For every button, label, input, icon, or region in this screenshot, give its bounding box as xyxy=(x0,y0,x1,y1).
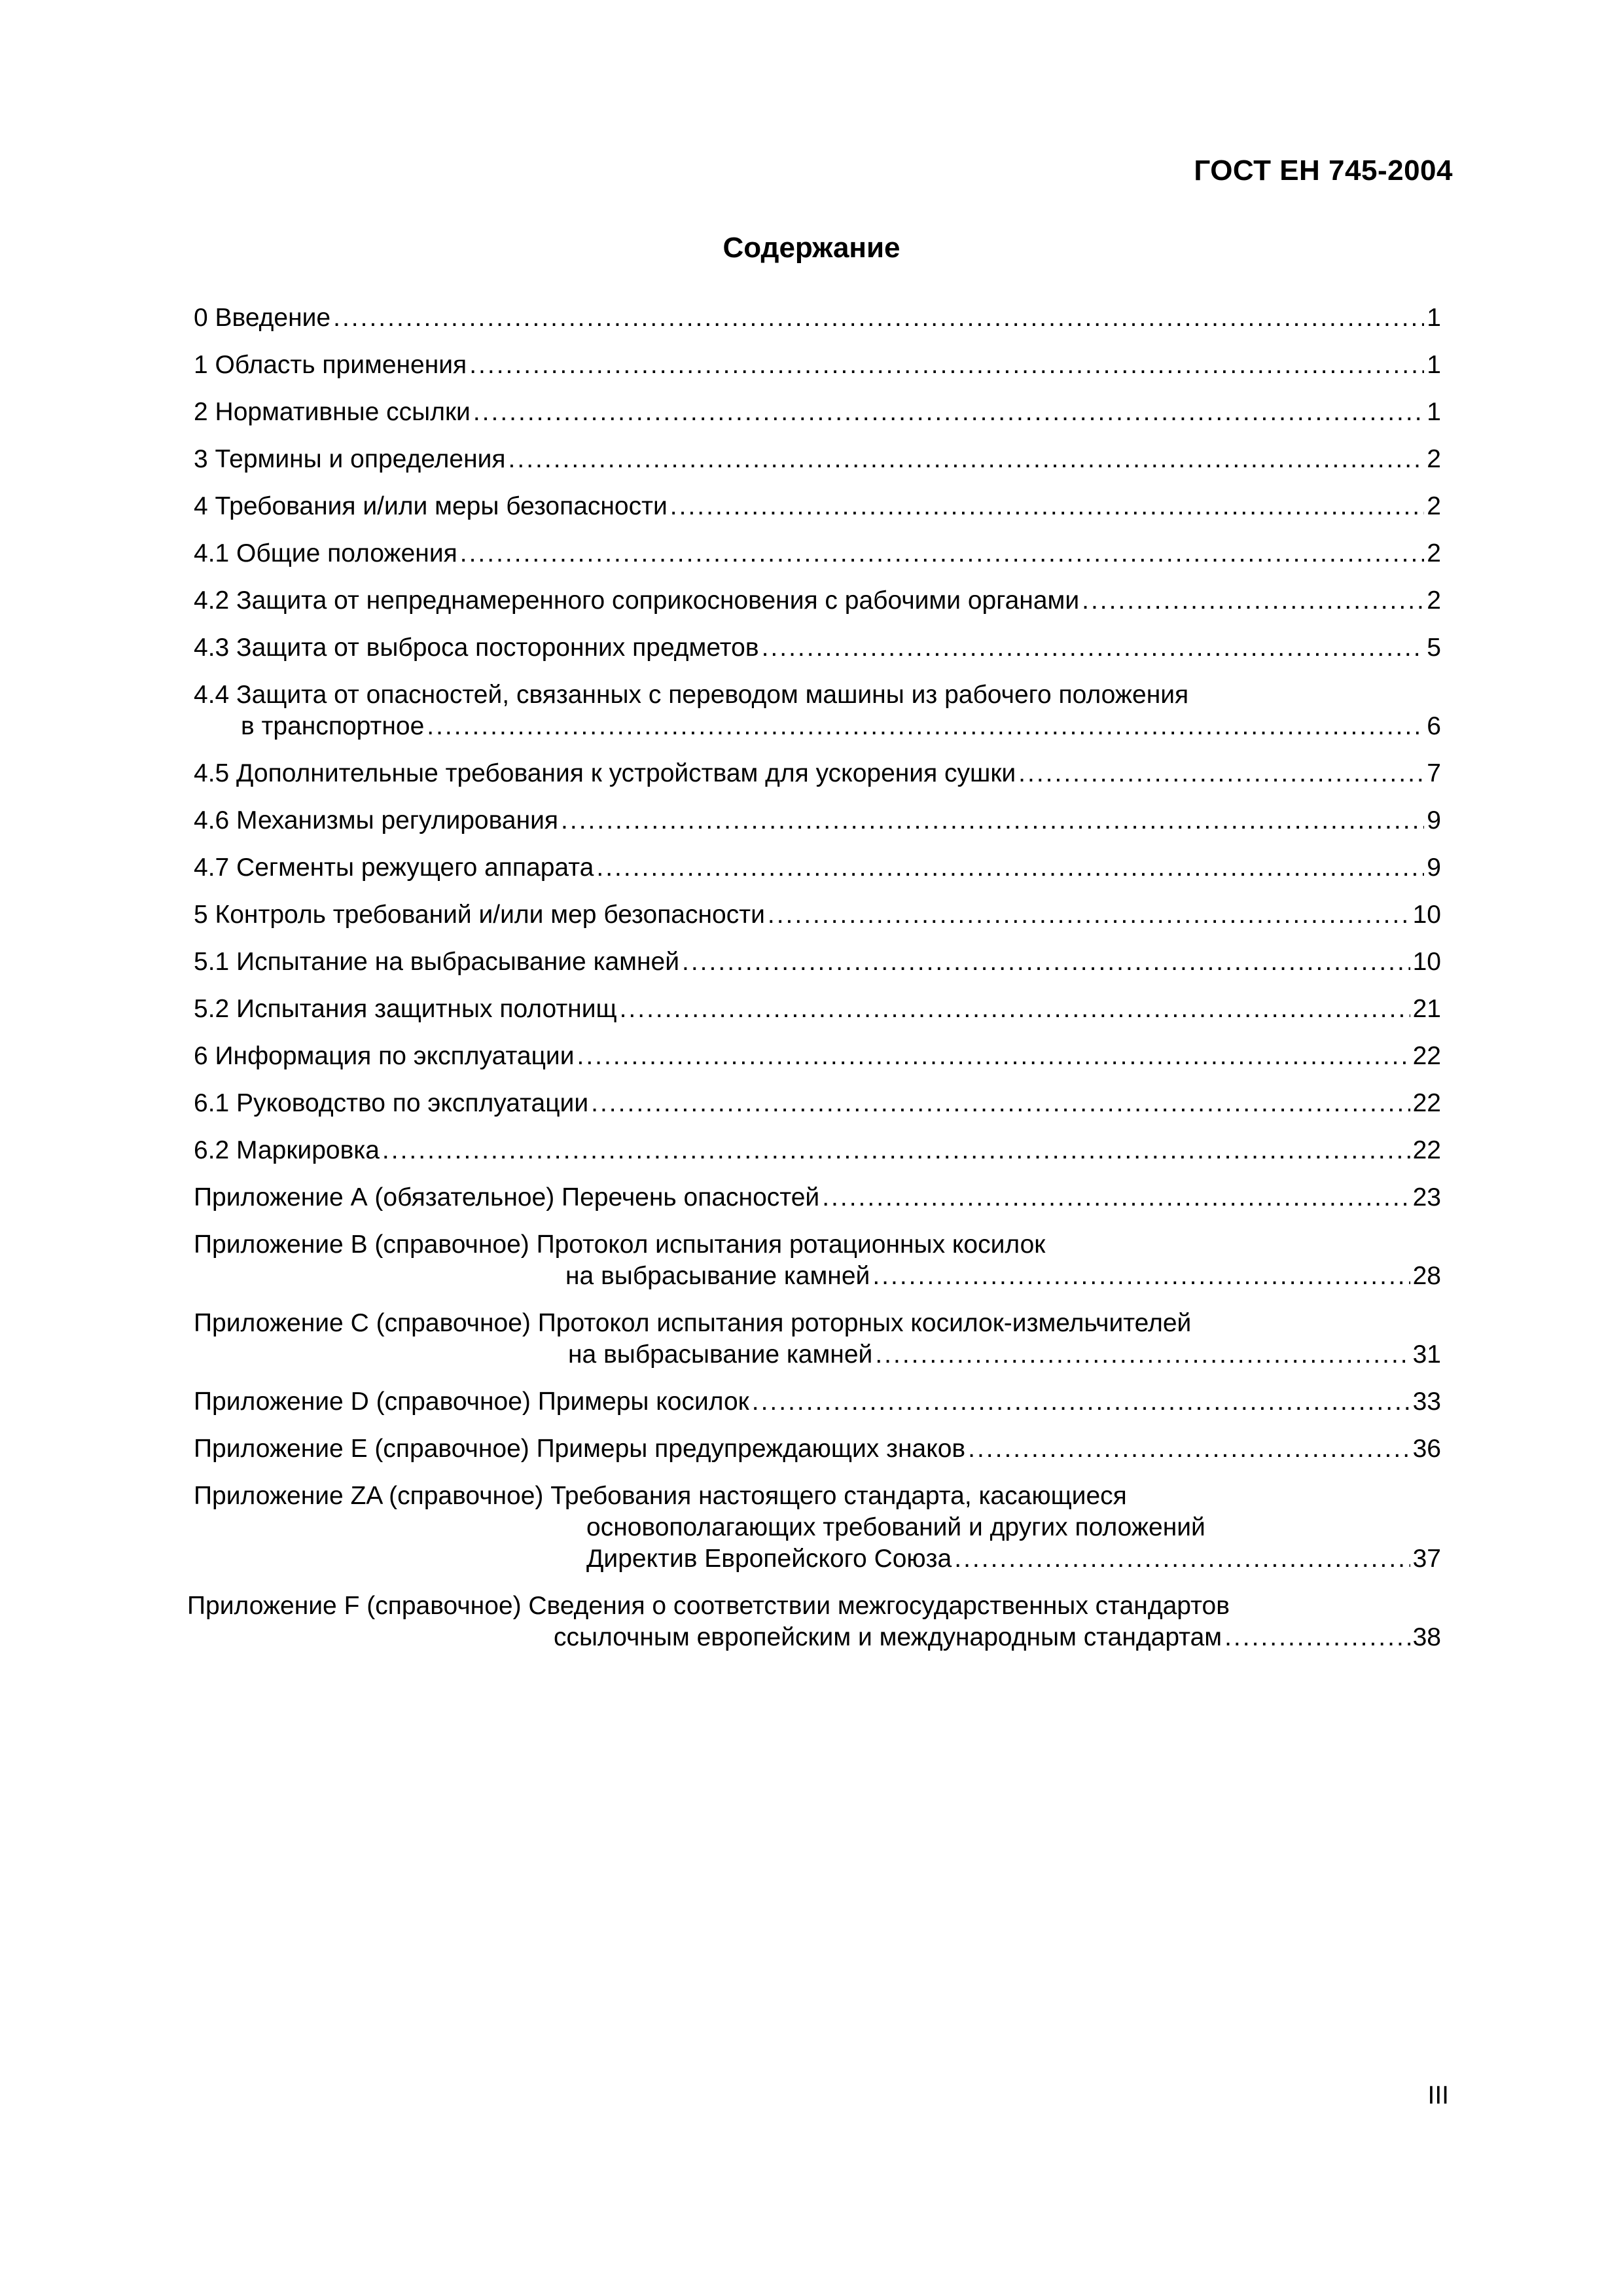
toc-entry[interactable] xyxy=(194,1135,1441,1166)
toc-entry-page: 31 xyxy=(1412,1340,1441,1369)
toc-entry[interactable] xyxy=(194,585,1441,617)
dot-leader xyxy=(473,397,1424,428)
toc-entry-title: 5 Контроль требований и/или мер безопасности xyxy=(194,901,765,929)
dot-leader xyxy=(591,1088,1410,1119)
toc-entry-title: Приложение С (справочное) Протокол испытания роторных косилок-измельчителей xyxy=(194,1309,1192,1337)
toc-entry-page: 22 xyxy=(1412,1042,1441,1070)
dot-leader xyxy=(875,1339,1410,1371)
toc-entry-title: 6.1 Руководство по эксплуатации xyxy=(194,1089,589,1117)
dot-leader xyxy=(508,444,1425,475)
toc-entry-page: 1 xyxy=(1427,351,1441,379)
toc-entry[interactable] xyxy=(194,397,1441,428)
toc-entry-title-continued: ссылочным европейским и международным стандартам xyxy=(554,1623,1222,1651)
toc-entry-title: 1 Область применения xyxy=(194,351,467,379)
toc-entry[interactable] xyxy=(194,444,1441,475)
toc-title: Содержание xyxy=(722,232,901,264)
document-code: ГОСТ ЕН 745-2004 xyxy=(1194,154,1453,187)
page-number: III xyxy=(1427,2081,1449,2109)
toc-entry-page: 22 xyxy=(1412,1136,1441,1164)
dot-leader xyxy=(752,1386,1410,1418)
dot-leader xyxy=(768,899,1410,931)
toc-entry[interactable] xyxy=(194,632,1441,664)
toc-entry[interactable] xyxy=(194,1088,1441,1119)
toc-entry-title: Приложение F (справочное) Сведения о соответствии межгосударственных стандартов xyxy=(187,1592,1230,1620)
toc-entry-title: 4 Требования и/или меры безопасности xyxy=(194,492,668,520)
toc-entry-title: 4.1 Общие положения xyxy=(194,539,457,567)
toc-entry-page: 1 xyxy=(1427,398,1441,426)
toc-entry-page: 28 xyxy=(1412,1262,1441,1290)
toc-entry[interactable] xyxy=(194,758,1441,789)
dot-leader xyxy=(954,1543,1410,1575)
toc-entry-title: 4.5 Дополнительные требования к устройствам для ускорения сушки xyxy=(194,759,1016,787)
dot-leader xyxy=(469,350,1424,381)
dot-leader xyxy=(577,1041,1410,1072)
dot-leader xyxy=(1082,585,1424,617)
toc-entry-page: 37 xyxy=(1412,1545,1441,1573)
dot-leader xyxy=(427,711,1424,742)
toc-entry[interactable] xyxy=(194,1386,1441,1418)
toc-entry-title: 4.7 Сегменты режущего аппарата xyxy=(194,853,594,882)
toc-entry-title-continued: в транспортное xyxy=(241,712,425,740)
toc-entry-page: 23 xyxy=(1412,1183,1441,1211)
toc-entry[interactable] xyxy=(194,946,1441,978)
dot-leader xyxy=(1018,758,1424,789)
toc-entry[interactable] xyxy=(194,994,1441,1025)
toc-entry-title-continued: на выбрасывание камней xyxy=(565,1262,870,1290)
toc-entry-title: Приложение ZA (справочное) Требования настоящего стандарта, касающиеся xyxy=(194,1482,1127,1510)
toc-entry-title: 6 Информация по эксплуатации xyxy=(194,1042,575,1070)
toc-entry[interactable] xyxy=(194,302,1441,334)
toc-entry-page: 9 xyxy=(1427,806,1441,834)
toc-entry-title: 4.4 Защита от опасностей, связанных с переводом машины из рабочего положения xyxy=(194,681,1189,709)
toc-entry-title-continued: Директив Европейского Союза xyxy=(586,1545,952,1573)
toc-entry[interactable] xyxy=(194,852,1441,884)
toc-entry-title: Приложение D (справочное) Примеры косилок xyxy=(194,1388,749,1416)
toc-entry-title: 5.1 Испытание на выбрасывание камней xyxy=(194,948,680,976)
toc-entry-title: Приложение В (справочное) Протокол испытания ротационных косилок xyxy=(194,1230,1046,1259)
toc-entry-page: 2 xyxy=(1427,445,1441,473)
toc-entry[interactable] xyxy=(194,899,1441,931)
toc-entry[interactable] xyxy=(194,491,1441,522)
dot-leader xyxy=(620,994,1410,1025)
toc-entry-title-continued: основополагающих требований и других положений xyxy=(586,1513,1205,1541)
table-of-contents xyxy=(187,302,1441,1669)
toc-entry-page: 10 xyxy=(1412,948,1441,976)
toc-entry-title: 2 Нормативные ссылки xyxy=(194,398,471,426)
dot-leader xyxy=(762,632,1425,664)
toc-entry-page: 22 xyxy=(1412,1089,1441,1117)
dot-leader xyxy=(822,1182,1410,1213)
toc-entry-title: 4.6 Механизмы регулирования xyxy=(194,806,559,834)
dot-leader xyxy=(596,852,1424,884)
dot-leader xyxy=(382,1135,1410,1166)
toc-entry-page: 38 xyxy=(1412,1623,1441,1651)
toc-entry[interactable] xyxy=(194,1229,1441,1292)
toc-entry[interactable] xyxy=(194,805,1441,836)
dot-leader xyxy=(872,1261,1410,1292)
toc-entry-page: 2 xyxy=(1427,539,1441,567)
toc-entry[interactable] xyxy=(194,1182,1441,1213)
dot-leader xyxy=(460,538,1425,569)
toc-entry-page: 5 xyxy=(1427,634,1441,662)
toc-entry-page: 21 xyxy=(1412,995,1441,1023)
toc-entry-title: 4.3 Защита от выброса посторонних предметов xyxy=(194,634,759,662)
toc-entry-page: 6 xyxy=(1427,712,1441,740)
dot-leader xyxy=(968,1433,1410,1465)
toc-entry-title: 5.2 Испытания защитных полотнищ xyxy=(194,995,617,1023)
toc-entry-page: 1 xyxy=(1427,304,1441,332)
dot-leader xyxy=(561,805,1424,836)
toc-entry[interactable] xyxy=(194,1480,1441,1575)
toc-entry[interactable] xyxy=(194,538,1441,569)
toc-entry[interactable] xyxy=(194,350,1441,381)
toc-entry-title: Приложение Е (справочное) Примеры предупреждающих знаков xyxy=(194,1435,966,1463)
toc-entry-page: 36 xyxy=(1412,1435,1441,1463)
toc-entry-title: Приложение А (обязательное) Перечень опасностей xyxy=(194,1183,820,1211)
toc-entry-page: 2 xyxy=(1427,586,1441,615)
toc-entry[interactable] xyxy=(194,1041,1441,1072)
toc-entry[interactable] xyxy=(187,1590,1441,1653)
toc-entry-title: 0 Введение xyxy=(194,304,331,332)
toc-entry[interactable] xyxy=(194,1433,1441,1465)
toc-entry-title: 6.2 Маркировка xyxy=(194,1136,380,1164)
dot-leader xyxy=(682,946,1410,978)
toc-entry-title: 4.2 Защита от непреднамеренного соприкосновения с рабочими органами xyxy=(194,586,1080,615)
toc-entry-page: 7 xyxy=(1427,759,1441,787)
toc-entry-page: 2 xyxy=(1427,492,1441,520)
toc-entry-title-continued: на выбрасывание камней xyxy=(568,1340,873,1369)
toc-entry-title: 3 Термины и определения xyxy=(194,445,506,473)
toc-entry-page: 9 xyxy=(1427,853,1441,882)
dot-leader xyxy=(333,302,1424,334)
toc-entry[interactable] xyxy=(194,679,1441,742)
toc-entry-page: 33 xyxy=(1412,1388,1441,1416)
dot-leader xyxy=(1224,1622,1410,1653)
toc-entry[interactable] xyxy=(194,1308,1441,1371)
dot-leader xyxy=(670,491,1425,522)
toc-entry-page: 10 xyxy=(1412,901,1441,929)
